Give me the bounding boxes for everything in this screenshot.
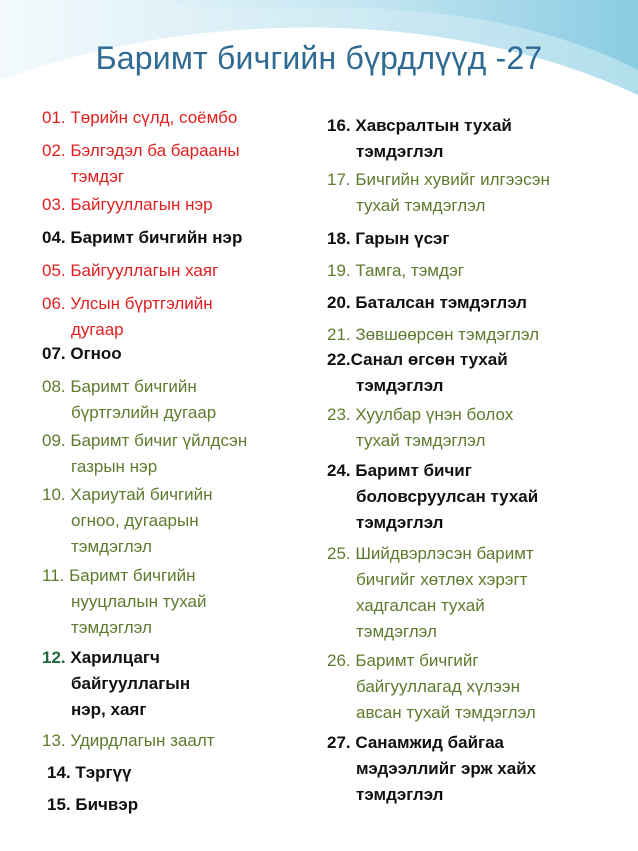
list-item [327, 402, 513, 454]
list-item [327, 258, 464, 284]
list-item-line: 22.Санал өгсөн тухай [327, 350, 508, 369]
list-item [327, 458, 538, 536]
list-item-line: 11. Баримт бичгийн [42, 566, 196, 585]
list-item-line: тэмдэглэл [356, 142, 444, 161]
slide-title: Баримт бичгийн бүрдлүүд -27 [95, 40, 543, 76]
list-item-line: бичгийг хөтлөх хэрэгт [356, 570, 528, 589]
list-item-text: Харилцагч [70, 648, 160, 667]
list-item [327, 730, 536, 808]
list-item-line: 14. Тэргүү [47, 763, 132, 782]
list-item [327, 226, 450, 252]
list-item-line: тэмдэглэл [71, 537, 152, 556]
list-item-line: 10. Хариутай бичгийн [42, 485, 213, 504]
list-item-line: тэмдэг [71, 167, 125, 186]
list-item [327, 322, 539, 348]
list-item-line: 16. Хавсралтын тухай [327, 116, 512, 135]
list-item-line: 02. Бэлгэдэл ба барааны [42, 141, 240, 160]
list-item-line: 18. Гарын үсэг [327, 229, 450, 248]
list-item-line: байгууллагад хүлээн [356, 677, 520, 696]
list-item-line: тухай тэмдэглэл [356, 431, 486, 450]
list-item-line: 03. Байгууллагын нэр [42, 195, 213, 214]
list-item-line: дугаар [71, 320, 124, 339]
list-item-line: 01. Төрийн сүлд, соёмбо [42, 108, 238, 127]
list-item-line: нууцлалын тухай [71, 592, 207, 611]
list-item [327, 541, 534, 645]
list-item-line: газрын нэр [71, 457, 158, 476]
list-item-line: 08. Баримт бичгийн [42, 377, 197, 396]
list-item-line: 20. Баталсан тэмдэглэл [327, 293, 527, 312]
list-item-line: огноо, дугаарын [71, 511, 199, 530]
list-item-line: авсан тухай тэмдэглэл [356, 703, 536, 722]
list-item-line: 15. Бичвэр [47, 795, 139, 814]
list-item-line: 27. Санамжид байгаа [327, 733, 505, 752]
list-item-line: тэмдэглэл [356, 513, 444, 532]
list-item-line: байгууллагын [71, 674, 191, 693]
list-item-line: 13. Удирдлагын заалт [42, 731, 215, 750]
list-item-number: 12. [42, 648, 66, 667]
list-item-line: 05. Байгууллагын хаяг [42, 261, 219, 280]
list-item-line: 26. Баримт бичгийг [327, 651, 479, 670]
list-item-line: тэмдэглэл [356, 785, 444, 804]
list-item-line: мэдээллийг эрж хайх [356, 759, 537, 778]
list-item-line: тухай тэмдэглэл [356, 196, 486, 215]
list-item-line: тэмдэглэл [356, 622, 437, 641]
list-item-line: 06. Улсын бүртгэлийн [42, 294, 213, 313]
list-item-line: боловсруулсан тухай [356, 487, 539, 506]
list-item-line: бүртгэлийн дугаар [71, 403, 217, 422]
list-item-line: 17. Бичгийн хувийг илгээсэн [327, 170, 550, 189]
list-item-line: 24. Баримт бичиг [327, 461, 472, 480]
list-item [327, 113, 512, 165]
list-item-line: 09. Баримт бичиг үйлдсэн [42, 431, 248, 450]
list-item [327, 290, 527, 316]
list-item-line: 23. Хуулбар үнэн болох [327, 405, 514, 424]
list-item [327, 648, 536, 726]
list-item-line: 19. Тамга, тэмдэг [327, 261, 464, 280]
list-item-line: 21. Зөвшөөрсөн тэмдэглэл [327, 325, 540, 344]
list-item [327, 167, 550, 219]
list-item-line: тэмдэглэл [356, 376, 444, 395]
list-item-line: 25. Шийдвэрлэсэн баримт [327, 544, 534, 563]
list-item-line: нэр, хаяг [71, 700, 147, 719]
list-item [327, 347, 508, 399]
list-item-line: хадгалсан тухай [356, 596, 485, 615]
list-item-line: тэмдэглэл [71, 618, 152, 637]
list-item-line: 04. Баримт бичгийн нэр [42, 228, 243, 247]
list-item-line: 07. Огноо [42, 344, 122, 363]
